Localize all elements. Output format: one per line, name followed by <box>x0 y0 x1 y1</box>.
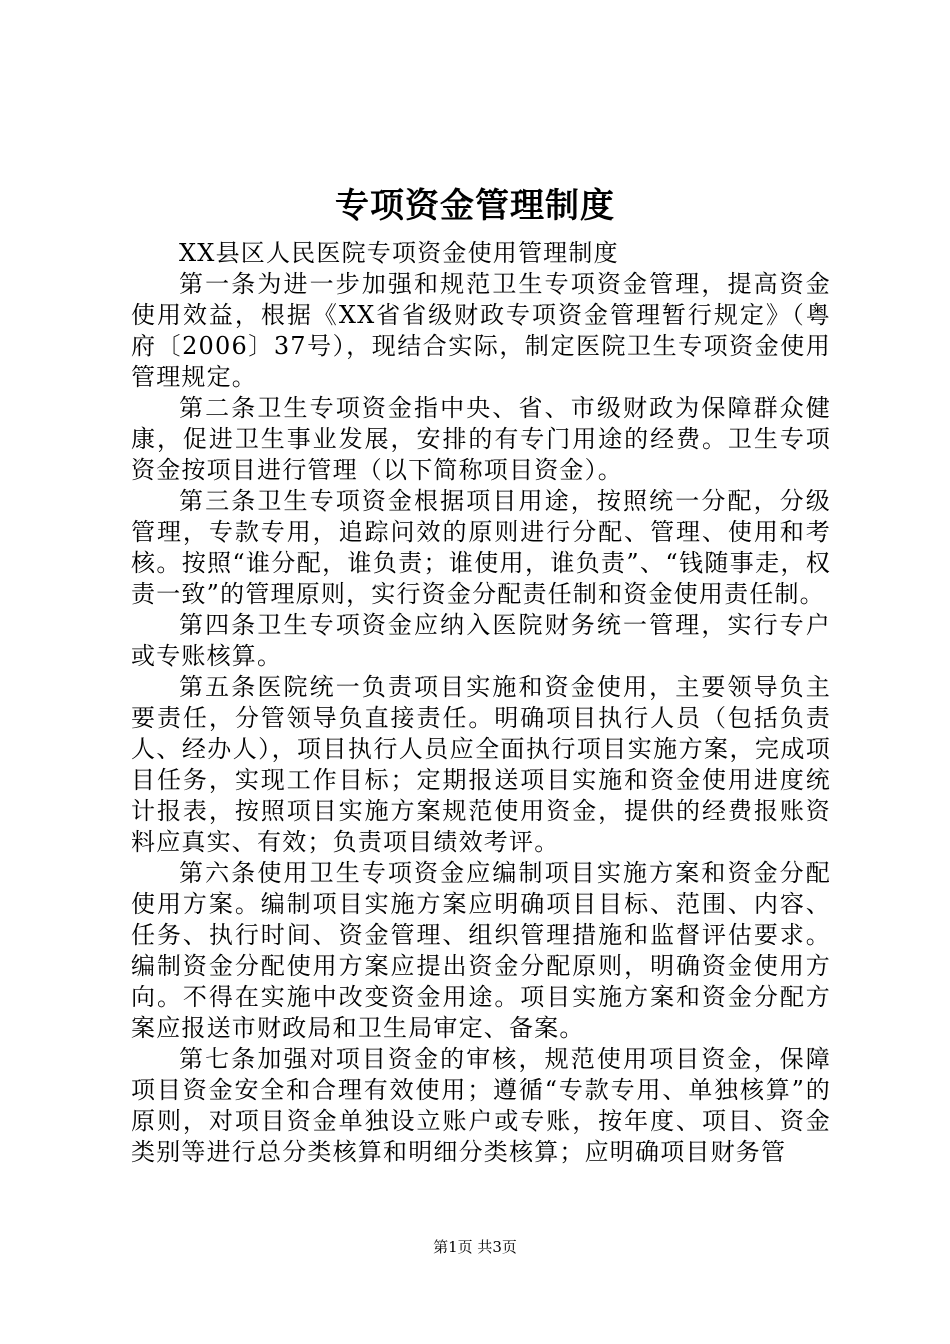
paragraph-article-3: 第三条卫生专项资金根据项目用途，按照统一分配，分级管理，专款专用，追踪问效的原则进行分配、管理、使用和考核。按照“谁分配，谁负责；谁使用，谁负责”、“钱随事走，权责一致”的管理原则，实行资金分配责任制和资金使用责任制。 <box>131 487 831 608</box>
document-title: 专项资金管理制度 <box>335 186 615 226</box>
paragraph-article-6: 第六条使用卫生专项资金应编制项目实施方案和资金分配使用方案。编制项目实施方案应明确项目目标、范围、内容、任务、执行时间、资金管理、组织管理措施和监督评估要求。编制资金分配使用方案应提出资金分配原则，明确资金使用方向。不得在实施中改变资金用途。项目实施方案和资金分配方案应报送市财政局和卫生局审定、备案。 <box>131 859 831 1042</box>
paragraph-article-2: 第二条卫生专项资金指中央、省、市级财政为保障群众健康，促进卫生事业发展，安排的有专门用途的经费。卫生专项资金按项目进行管理（以下简称项目资金）。 <box>131 394 831 484</box>
document-body <box>131 238 831 1168</box>
paragraph-article-7: 第七条加强对项目资金的审核，规范使用项目资金，保障项目资金安全和合理有效使用；遵循“专款专用、单独核算”的原则，对项目资金单独设立账户或专账，按年度、项目、资金类别等进行总分类核算和明细分类核算；应明确项目财务管 <box>131 1045 831 1166</box>
paragraph-subtitle: XX县区人民医院专项资金使用管理制度 <box>179 239 619 267</box>
paragraph-article-1: 第一条为进一步加强和规范卫生专项资金管理，提高资金使用效益，根据《XX省省级财政专项资金管理暂行规定》（粤府〔2006〕37号），现结合实际，制定医院卫生专项资金使用管理规定。 <box>131 270 831 391</box>
paragraph-article-4: 第四条卫生专项资金应纳入医院财务统一管理，实行专户或专账核算。 <box>131 611 831 670</box>
paragraph-article-5: 第五条医院统一负责项目实施和资金使用，主要领导负主要责任，分管领导负直接责任。明确项目执行人员（包括负责人、经办人），项目执行人员应全面执行项目实施方案，完成项目任务，实现工作目标；定期报送项目实施和资金使用进度统计报表，按照项目实施方案规范使用资金，提供的经费报账资料应真实、有效；负责项目绩效考评。 <box>131 673 831 856</box>
page-footer: 第1页 共3页 <box>433 1238 517 1256</box>
